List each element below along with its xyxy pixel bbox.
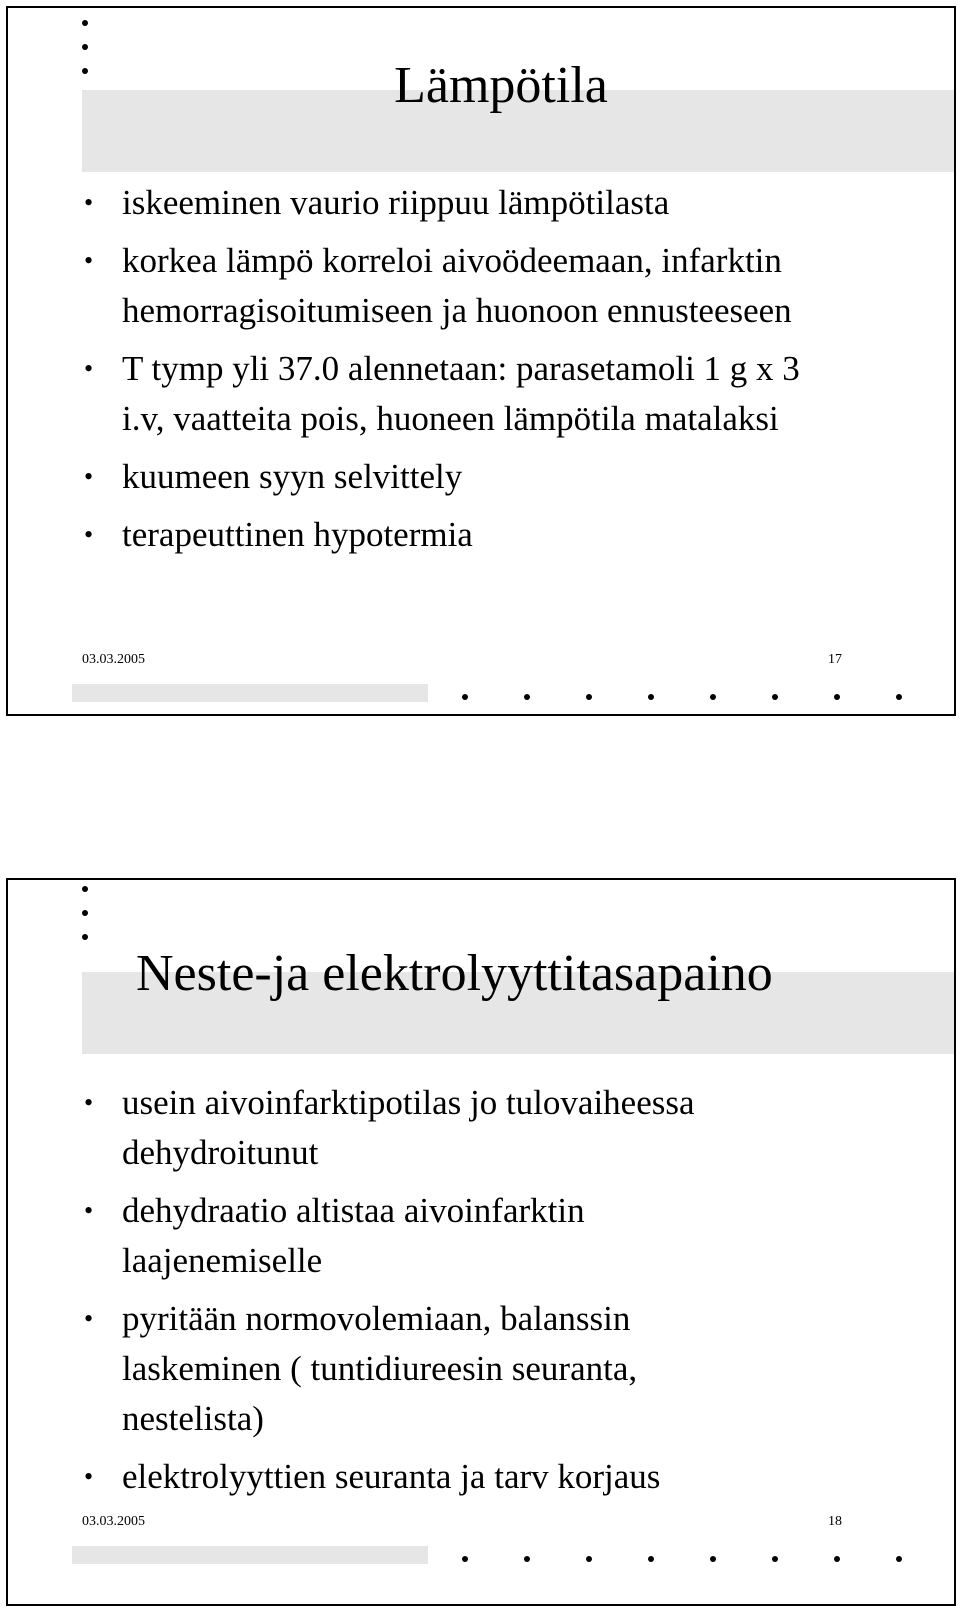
list-item: • pyritään normovolemiaan, balanssin laskeminen ( tuntidiureesin seuranta, nestelista) [84, 1294, 772, 1444]
bullet-icon: • [84, 1304, 94, 1333]
list-item: • elektrolyyttien seuranta ja tarv korjaus [84, 1452, 914, 1502]
bullet-list [84, 178, 914, 560]
slide-title: Lämpötila [394, 57, 608, 114]
list-item: • T tymp yli 37.0 alennetaan: parasetamoli 1 g x 3 i.v, vaatteita pois, huoneen lämpötila matalaksi [84, 344, 822, 444]
bullet-icon: • [84, 188, 94, 217]
bullet-icon: • [84, 462, 94, 491]
slide-18 [6, 878, 956, 1606]
bullet-icon: • [84, 1196, 94, 1225]
slide-17 [6, 6, 956, 716]
slide-title: Neste-ja elektrolyyttitasapaino [136, 945, 773, 1002]
bullet-icon: • [84, 246, 94, 275]
page-number: 18 [828, 1514, 842, 1529]
bullet-icon: • [84, 520, 94, 549]
footer-date: 03.03.2005 [82, 652, 145, 667]
list-item: • iskeeminen vaurio riippuu lämpötilasta [84, 178, 802, 228]
footer-band [72, 684, 428, 702]
list-item: • korkea lämpö korreloi aivoödeemaan, infarktin hemorragisoitumiseen ja huonoon ennusteeseen [84, 236, 842, 336]
list-item: • usein aivoinfarktipotilas jo tulovaiheessa dehydroitunut [84, 1078, 822, 1178]
horizontal-dots-decoration [462, 1556, 922, 1564]
vertical-dots-decoration [82, 886, 92, 950]
list-item: • terapeuttinen hypotermia [84, 510, 914, 560]
bullet-icon: • [84, 1088, 94, 1117]
bullet-icon: • [84, 354, 94, 383]
horizontal-dots-decoration [462, 694, 922, 702]
footer-band [72, 1546, 428, 1564]
page-number: 17 [828, 652, 842, 667]
footer-date: 03.03.2005 [82, 1514, 145, 1529]
bullet-list [84, 1078, 914, 1502]
list-item: • kuumeen syyn selvittely [84, 452, 914, 502]
bullet-icon: • [84, 1462, 94, 1491]
list-item: • dehydraatio altistaa aivoinfarktin laajenemiselle [84, 1186, 742, 1286]
